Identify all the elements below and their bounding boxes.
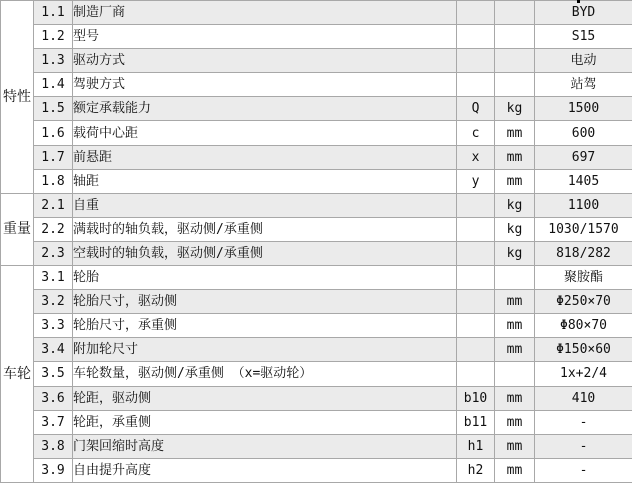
unit-cell xyxy=(495,49,535,73)
symbol-cell: b10 xyxy=(457,386,495,410)
row-number-cell: 3.5 xyxy=(34,362,73,386)
table-row xyxy=(1,169,632,193)
table-row xyxy=(1,266,632,290)
unit-cell: mm xyxy=(495,434,535,458)
value-cell: 818/282 xyxy=(535,241,632,265)
table-row xyxy=(1,458,632,482)
symbol-cell: h2 xyxy=(457,458,495,482)
value-cell: Φ250×70 xyxy=(535,290,632,314)
row-number-cell: 1.2 xyxy=(34,25,73,49)
symbol-cell xyxy=(457,217,495,241)
unit-cell: kg xyxy=(495,217,535,241)
description-cell: 驱动方式 xyxy=(73,49,457,73)
stray-mark xyxy=(577,0,580,3)
description-cell: 满载时的轴负载，驱动侧/承重侧 xyxy=(73,217,457,241)
description-cell: 轴距 xyxy=(73,169,457,193)
unit-cell: mm xyxy=(495,169,535,193)
row-number-cell: 3.9 xyxy=(34,458,73,482)
unit-cell xyxy=(495,1,535,25)
table-row xyxy=(1,217,632,241)
description-cell: 载荷中心距 xyxy=(73,121,457,145)
description-cell: 额定承载能力 xyxy=(73,97,457,121)
value-cell: 1x+2/4 xyxy=(535,362,632,386)
row-number-cell: 3.8 xyxy=(34,434,73,458)
value-cell: 1405 xyxy=(535,169,632,193)
row-number-cell: 3.4 xyxy=(34,338,73,362)
value-cell: 697 xyxy=(535,145,632,169)
symbol-cell xyxy=(457,314,495,338)
symbol-cell xyxy=(457,73,495,97)
value-cell: 1030/1570 xyxy=(535,217,632,241)
symbol-cell: h1 xyxy=(457,434,495,458)
row-number-cell: 1.8 xyxy=(34,169,73,193)
value-cell: - xyxy=(535,410,632,434)
unit-cell: mm xyxy=(495,458,535,482)
row-number-cell: 3.7 xyxy=(34,410,73,434)
table-row xyxy=(1,290,632,314)
symbol-cell xyxy=(457,241,495,265)
unit-cell: mm xyxy=(495,290,535,314)
table-row xyxy=(1,410,632,434)
unit-cell: kg xyxy=(495,241,535,265)
unit-cell: mm xyxy=(495,386,535,410)
row-number-cell: 1.4 xyxy=(34,73,73,97)
unit-cell xyxy=(495,25,535,49)
value-cell: 1500 xyxy=(535,97,632,121)
row-number-cell: 1.6 xyxy=(34,121,73,145)
unit-cell xyxy=(495,266,535,290)
row-number-cell: 1.5 xyxy=(34,97,73,121)
symbol-cell xyxy=(457,362,495,386)
table-row xyxy=(1,193,632,217)
symbol-cell: b11 xyxy=(457,410,495,434)
value-cell: 站驾 xyxy=(535,73,632,97)
description-cell: 型号 xyxy=(73,25,457,49)
symbol-cell: Q xyxy=(457,97,495,121)
description-cell: 空载时的轴负载，驱动侧/承重侧 xyxy=(73,241,457,265)
unit-cell xyxy=(495,362,535,386)
row-number-cell: 3.2 xyxy=(34,290,73,314)
table-row xyxy=(1,386,632,410)
spec-table-body xyxy=(1,1,632,483)
symbol-cell xyxy=(457,266,495,290)
symbol-cell xyxy=(457,290,495,314)
symbol-cell xyxy=(457,25,495,49)
value-cell: Φ80×70 xyxy=(535,314,632,338)
table-row xyxy=(1,73,632,97)
description-cell: 轮胎尺寸，承重侧 xyxy=(73,314,457,338)
description-cell: 门架回缩时高度 xyxy=(73,434,457,458)
value-cell: 410 xyxy=(535,386,632,410)
value-cell: 600 xyxy=(535,121,632,145)
table-row xyxy=(1,97,632,121)
symbol-cell xyxy=(457,193,495,217)
row-number-cell: 2.3 xyxy=(34,241,73,265)
value-cell: 1100 xyxy=(535,193,632,217)
description-cell: 自由提升高度 xyxy=(73,458,457,482)
description-cell: 轮距，承重侧 xyxy=(73,410,457,434)
unit-cell: mm xyxy=(495,338,535,362)
table-row xyxy=(1,145,632,169)
row-number-cell: 3.6 xyxy=(34,386,73,410)
description-cell: 自重 xyxy=(73,193,457,217)
unit-cell: kg xyxy=(495,97,535,121)
category-cell: 特性 xyxy=(1,1,34,194)
table-row xyxy=(1,241,632,265)
unit-cell xyxy=(495,73,535,97)
symbol-cell xyxy=(457,1,495,25)
table-row xyxy=(1,434,632,458)
value-cell: S15 xyxy=(535,25,632,49)
description-cell: 前悬距 xyxy=(73,145,457,169)
description-cell: 轮距，驱动侧 xyxy=(73,386,457,410)
value-cell: - xyxy=(535,458,632,482)
row-number-cell: 1.7 xyxy=(34,145,73,169)
row-number-cell: 2.1 xyxy=(34,193,73,217)
symbol-cell xyxy=(457,49,495,73)
symbol-cell xyxy=(457,338,495,362)
value-cell: 聚胺酯 xyxy=(535,266,632,290)
table-row xyxy=(1,314,632,338)
unit-cell: mm xyxy=(495,410,535,434)
category-cell: 重量 xyxy=(1,193,34,265)
symbol-cell: y xyxy=(457,169,495,193)
description-cell: 制造厂商 xyxy=(73,1,457,25)
description-cell: 驾驶方式 xyxy=(73,73,457,97)
description-cell: 车轮数量，驱动侧/承重侧 （x=驱动轮） xyxy=(73,362,457,386)
table-row xyxy=(1,25,632,49)
value-cell: BYD xyxy=(535,1,632,25)
row-number-cell: 1.3 xyxy=(34,49,73,73)
value-cell: 电动 xyxy=(535,49,632,73)
table-row xyxy=(1,1,632,25)
description-cell: 轮胎 xyxy=(73,266,457,290)
symbol-cell: c xyxy=(457,121,495,145)
row-number-cell: 1.1 xyxy=(34,1,73,25)
table-row xyxy=(1,49,632,73)
description-cell: 轮胎尺寸，驱动侧 xyxy=(73,290,457,314)
value-cell: - xyxy=(535,434,632,458)
row-number-cell: 3.1 xyxy=(34,266,73,290)
value-cell: Φ150×60 xyxy=(535,338,632,362)
table-row xyxy=(1,121,632,145)
row-number-cell: 2.2 xyxy=(34,217,73,241)
unit-cell: mm xyxy=(495,145,535,169)
description-cell: 附加轮尺寸 xyxy=(73,338,457,362)
unit-cell: mm xyxy=(495,314,535,338)
symbol-cell: x xyxy=(457,145,495,169)
row-number-cell: 3.3 xyxy=(34,314,73,338)
table-row xyxy=(1,362,632,386)
category-cell: 车轮 xyxy=(1,266,34,483)
unit-cell: mm xyxy=(495,121,535,145)
unit-cell: kg xyxy=(495,193,535,217)
table-row xyxy=(1,338,632,362)
